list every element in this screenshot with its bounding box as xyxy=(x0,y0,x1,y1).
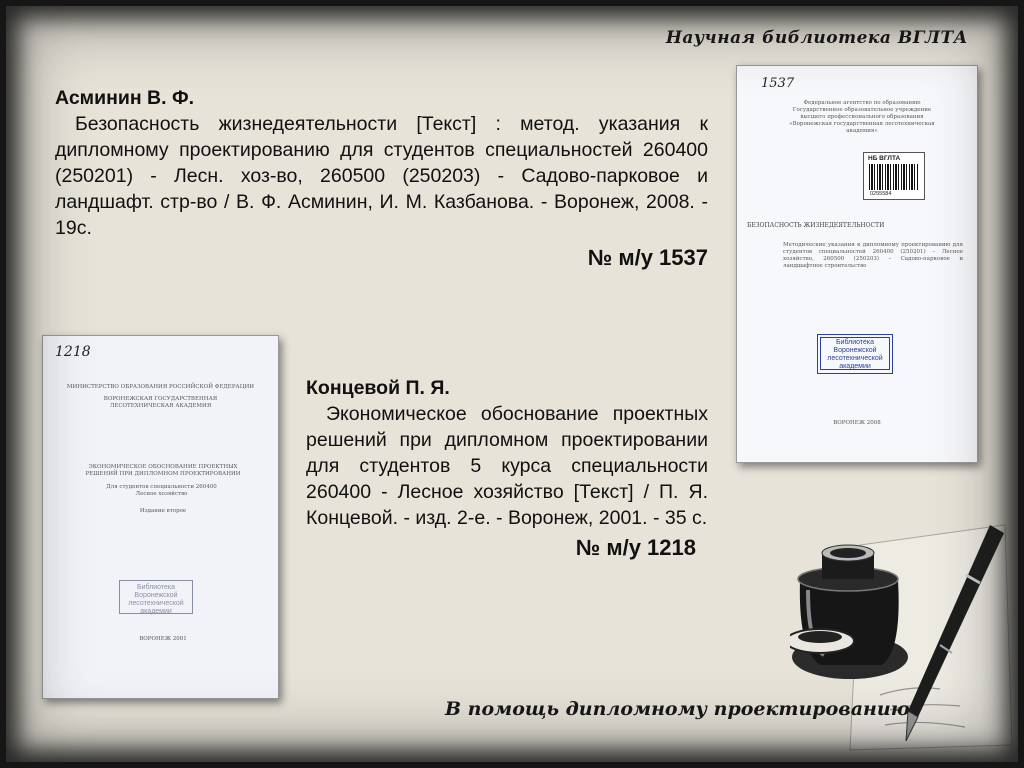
entry-call-number: № м/у 1537 xyxy=(587,245,708,270)
entry-description: Безопасность жизнедеятельности [Текст] : метод. указания к дипломному проектированию для студентов специальностей 260400 (250201) - Лесн. хоз-во, 260500 (250203) - Садово-парковое и ландшафт. стр-во / В. Ф. Асминин, И. М. Казбанова. - Воронеж, 2008. - 19с. xyxy=(55,113,708,239)
barcode-label xyxy=(863,152,925,200)
barcode-number: 0255584 xyxy=(870,191,892,197)
library-stamp-text: Библиотека Воронежской лесотехнической академии xyxy=(820,337,890,370)
book-cover-1537 xyxy=(736,65,978,463)
edition: Издание второе xyxy=(139,508,187,514)
library-title: Научная библиотека ВГЛТА xyxy=(665,28,968,48)
library-tag: НБ ВГЛТА xyxy=(868,155,901,162)
entry-author: Асминин В. Ф. xyxy=(55,87,195,109)
city-year: ВОРОНЕЖ 2001 xyxy=(139,636,187,642)
book-subtitle: Методические указания к дипломному проектированию для студентов специальностей 260400 (250201) – Лесное хозяйство, 260500 (250203) – Садово-парковое и ландшафтное строительство xyxy=(783,242,963,269)
bibliographic-entry-2 xyxy=(306,375,708,561)
library-stamp-text: Библиотека Воронежской лесотехнической академии xyxy=(128,584,184,615)
footer-caption: В помощь дипломному проектированию xyxy=(445,698,910,720)
entry-description: Экономическое обоснование проектных решений при дипломном проектировании для студентов 5 курса специальности 260400 - Лесное хозяйство [Текст] / П. Я. Концевой. - изд. 2-е. - Воронеж, 2001. - 35 с. xyxy=(306,403,708,529)
bibliographic-entry-1 xyxy=(55,85,708,271)
book-subtitle: Для студентов специальности 260400 Лесное хозяйство xyxy=(106,484,217,497)
academy: ВОРОНЕЖСКАЯ ГОСУДАРСТВЕННАЯ ЛЕСОТЕХНИЧЕСКАЯ АКАДЕМИЯ xyxy=(103,396,218,409)
book-cover-1218 xyxy=(42,335,279,699)
handwritten-number: 1537 xyxy=(761,76,795,91)
entry-call-number: № м/у 1218 xyxy=(575,535,696,560)
entry-author: Концевой П. Я. xyxy=(306,377,450,399)
publisher-lines: Федеральное агентство по образованию Государственное образовательное учреждение высшего профессионального образования «Воронежская государственная лесотехническая академия» xyxy=(789,100,935,134)
handwritten-number: 1218 xyxy=(55,344,91,360)
barcode-icon xyxy=(869,164,919,190)
book-title: ЭКОНОМИЧЕСКОЕ ОБОСНОВАНИЕ ПРОЕКТНЫХ РЕШЕНИЙ ПРИ ДИПЛОМНОМ ПРОЕКТИРОВАНИИ xyxy=(85,464,241,477)
library-stamp xyxy=(817,334,893,374)
book-title: БЕЗОПАСНОСТЬ ЖИЗНЕДЕЯТЕЛЬНОСТИ xyxy=(747,222,885,229)
library-stamp xyxy=(119,580,193,614)
ministry: МИНИСТЕРСТВО ОБРАЗОВАНИЯ РОССИЙСКОЙ ФЕДЕРАЦИИ xyxy=(66,384,255,390)
city-year: ВОРОНЕЖ 2008 xyxy=(833,420,881,426)
